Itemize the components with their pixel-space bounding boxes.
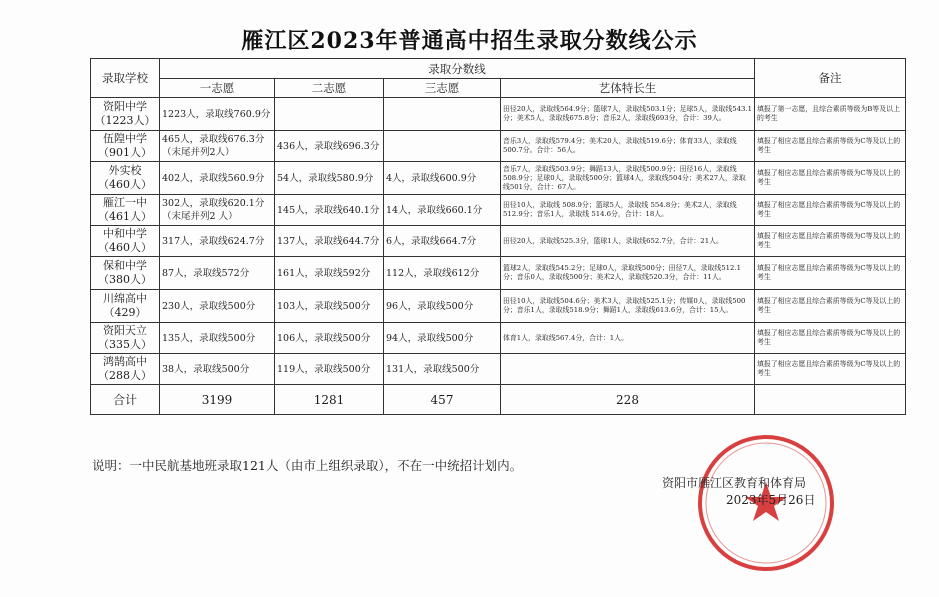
table-row [91, 354, 906, 385]
first-choice-cell: 402人，录取线560.9分 [160, 162, 275, 195]
issuer-name: 资阳市雁江区教育和体育局 [662, 476, 807, 490]
second-choice-cell: 106人，录取线500分 [275, 323, 384, 354]
header-third-choice: 三志愿 [384, 79, 501, 98]
second-choice-cell: 161人，录取线592分 [275, 257, 384, 290]
art-sports-cell: 体育1人，录取线567.4分，合计：1人。 [501, 323, 755, 354]
second-choice-cell: 54人，录取线580.9分 [275, 162, 384, 195]
header-remark: 备注 [755, 59, 906, 98]
second-choice-cell: 137人，录取线644.7分 [275, 226, 384, 257]
table-row [91, 257, 906, 290]
remark-cell: 填报了第一志愿，且综合素质等级为B等及以上的考生 [755, 98, 906, 131]
table-row [91, 195, 906, 226]
second-choice-cell: 145人，录取线640.1分 [275, 195, 384, 226]
first-choice-cell: 302人，录取线620.1分 （末尾并列2 人） [160, 195, 275, 226]
totals-label: 合计 [91, 385, 160, 415]
remark-cell: 填报了相应志愿且综合素质等级为C等及以上的考生 [755, 323, 906, 354]
art-sports-cell [501, 354, 755, 385]
remark-cell: 填报了相应志愿且综合素质等级为C等及以上的考生 [755, 257, 906, 290]
third-choice-cell: 6人，录取线664.7分 [384, 226, 501, 257]
second-choice-cell: 103人，录取线500分 [275, 290, 384, 323]
art-sports-cell: 田径10人，录取线504.6分；美术3人，录取线525.1分；传媒0人，录取线500分；音乐1人，录取线518.9分；舞蹈1人，录取线613.6分，合计：15人。 [501, 290, 755, 323]
third-choice-cell: 94人，录取线500分 [384, 323, 501, 354]
table-row [91, 226, 906, 257]
remark-cell: 填报了相应志愿且综合素质等级为C等及以上的考生 [755, 226, 906, 257]
school-name: 雁江一中 （461人） [91, 195, 160, 226]
first-choice-cell: 230人，录取线500分 [160, 290, 275, 323]
school-name: 保和中学 （380人） [91, 257, 160, 290]
school-name: 伍隍中学 （901人） [91, 131, 160, 162]
art-sports-cell: 田径20人，录取线564.9分；篮球7人，录取线503.1分；足球5人，录取线543.1分；美术5人，录取线675.8分；音乐2人，录取线693分，合计：39人。 [501, 98, 755, 131]
remark-cell: 填报了相应志愿且综合素质等级为C等及以上的考生 [755, 354, 906, 385]
art-sports-cell: 音乐7人，录取线503.9分；舞蹈13人，录取线500.9分；田径16人，录取线508.9分；足球0人，录取线500分；篮球4人，录取线504分；美术27人，录取线501分，合计：67人。 [501, 162, 755, 195]
totals-row [91, 385, 906, 415]
admission-table [90, 58, 906, 415]
art-sports-cell: 音乐3人，录取线579.4分；美术20人，录取线519.6分；体育33人，录取线500.7分。合计：56人。 [501, 131, 755, 162]
header-school: 录取学校 [91, 59, 160, 98]
second-choice-cell: 119人，录取线500分 [275, 354, 384, 385]
second-choice-cell [275, 98, 384, 131]
header-art-sports: 艺体特长生 [501, 79, 755, 98]
remark-cell: 填报了相应志愿且综合素质等级为C等及以上的考生 [755, 162, 906, 195]
first-choice-cell: 1223人，录取线760.9分 [160, 98, 275, 131]
remark-cell: 填报了相应志愿且综合素质等级为C等及以上的考生 [755, 195, 906, 226]
page-title: 雁江区2023年普通高中招生录取分数线公示 [241, 28, 698, 54]
table-row [91, 131, 906, 162]
total-first-choice: 3199 [160, 385, 275, 415]
table-row [91, 290, 906, 323]
first-choice-cell: 465人，录取线676.3分 （末尾并列2人） [160, 131, 275, 162]
first-choice-cell: 38人，录取线500分 [160, 354, 275, 385]
art-sports-cell: 田径20人，录取线525.3分，篮球1人，录取线652.7分，合计：21人。 [501, 226, 755, 257]
art-sports-cell: 田径10人，录取线 508.9分；篮球5人，录取线 554.8分；美术2人，录取线 512.9分；音乐1人，录取线 514.6分，合计：18人。 [501, 195, 755, 226]
school-name: 资阳天立 （335人） [91, 323, 160, 354]
total-art-sports: 228 [501, 385, 755, 415]
school-name: 外实校 （460人） [91, 162, 160, 195]
table-row [91, 98, 906, 131]
art-sports-cell: 篮球2人，录取线545.2分；足球0人，录取线500分；田径7人，录取线512.1分；音乐0人，录取线500分；美术2人，录取线520.3分，合计：11人。 [501, 257, 755, 290]
header-first-choice: 一志愿 [160, 79, 275, 98]
school-name: 资阳中学 （1223人） [91, 98, 160, 131]
explanation-note: 说明：一中民航基地班录取121人（由市上组织录取），不在一中统招计划内。 [92, 458, 523, 473]
third-choice-cell: 112人，录取线612分 [384, 257, 501, 290]
first-choice-cell: 135人，录取线500分 [160, 323, 275, 354]
school-name: 鸿鹄高中 （288人） [91, 354, 160, 385]
issue-date: 2023年5月26日 [726, 493, 816, 507]
third-choice-cell [384, 98, 501, 131]
third-choice-cell: 96人，录取线500分 [384, 290, 501, 323]
third-choice-cell: 131人，录取线500分 [384, 354, 501, 385]
third-choice-cell: 4人，录取线600.9分 [384, 162, 501, 195]
school-name: 川绵高中 （429） [91, 290, 160, 323]
total-remark [755, 385, 906, 415]
total-third-choice: 457 [384, 385, 501, 415]
header-score-group: 录取分数线 [160, 59, 755, 79]
header-second-choice: 二志愿 [275, 79, 384, 98]
table-row [91, 323, 906, 354]
remark-cell: 填报了相应志愿且综合素质等级为C等及以上的考生 [755, 131, 906, 162]
table-row [91, 162, 906, 195]
first-choice-cell: 87人，录取线572分 [160, 257, 275, 290]
remark-cell: 填报了相应志愿且综合素质等级为C等及以上的考生 [755, 290, 906, 323]
school-name: 中和中学 （460人） [91, 226, 160, 257]
first-choice-cell: 317人，录取线624.7分 [160, 226, 275, 257]
second-choice-cell: 436人，录取线696.3分 [275, 131, 384, 162]
third-choice-cell [384, 131, 501, 162]
third-choice-cell: 14人，录取线660.1分 [384, 195, 501, 226]
total-second-choice: 1281 [275, 385, 384, 415]
